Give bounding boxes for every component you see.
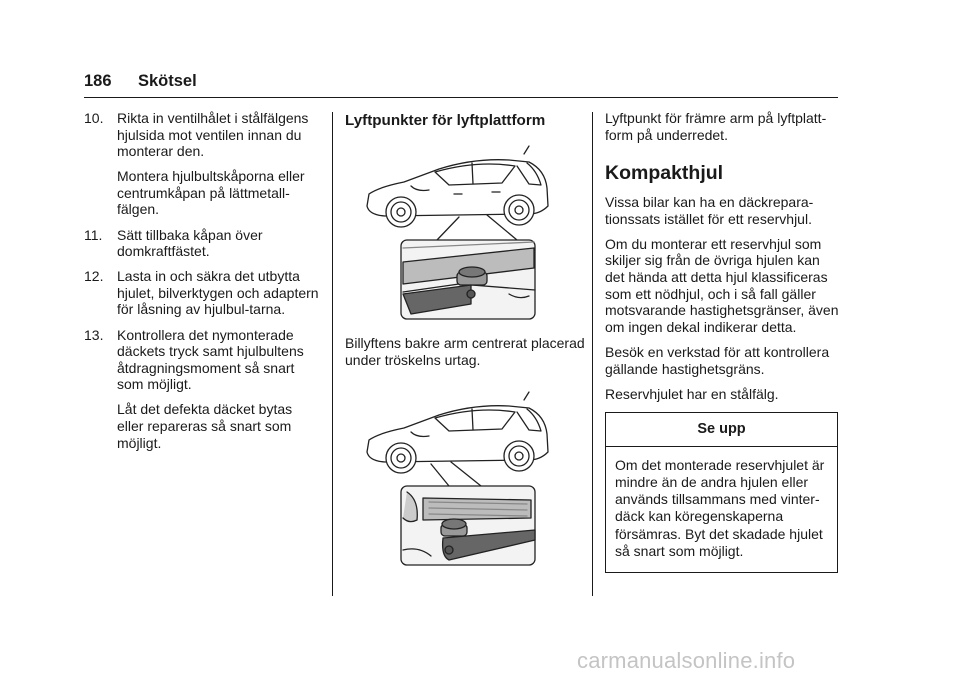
header-rule (84, 97, 838, 98)
column-divider-2 (592, 112, 593, 596)
page-number: 186 (84, 72, 112, 90)
step-13 (84, 327, 322, 452)
step-text: Sätt tillbaka kåpan över domkraftfästet. (117, 226, 263, 260)
column-3 (605, 110, 840, 573)
compact-wheel-title: Kompakthjul (605, 162, 724, 185)
step-number: 12. (84, 268, 104, 285)
rear-lift-point-illustration (359, 144, 559, 324)
step-text: Kontrollera det nymonterade däckets tryck samt hjulbultens åtdragningsmoment så snart som möjligt. (117, 326, 304, 393)
step-10 (84, 110, 322, 218)
lift-points-heading: Lyftpunkter för lyftplattform (345, 112, 546, 129)
caution-box (605, 412, 838, 573)
step-text: Låt det defekta däcket bytas eller repareras så snart som möjligt. (117, 401, 293, 451)
paragraph: Besök en verkstad för att kontrollera gällande hastighetsgräns. (605, 343, 830, 377)
caution-title: Se upp (606, 413, 837, 447)
step-text: Lasta in och säkra det utbytta hjulet, bilverktygen och adaptern för låsning av hjulbul-tarna. (117, 268, 319, 318)
step-number: 11. (84, 226, 103, 243)
paragraph: Reservhjulet har en stålfälg. (605, 385, 779, 402)
column-1 (84, 110, 322, 460)
step-12 (84, 268, 322, 318)
page-header (84, 72, 197, 94)
rear-lift-caption: Billyftens bakre arm centrerat placerad under tröskelns urtag. (345, 335, 585, 368)
front-lift-text: Lyftpunkt för främre arm på lyftplatt-form på underredet. (605, 110, 827, 143)
step-text: Rikta in ventilhålet i stålfälgens hjulsida mot ventilen innan du monterar den. (117, 110, 309, 160)
step-number: 13. (84, 326, 104, 343)
section-title: Skötsel (138, 72, 197, 90)
step-number: 10. (84, 110, 104, 126)
step-11 (84, 227, 322, 260)
front-lift-point-illustration (359, 390, 559, 570)
paragraph: Vissa bilar kan ha en däckrepara-tionssats istället för ett reservhjul. (605, 194, 814, 227)
column-divider-1 (332, 112, 333, 596)
paragraph: Om du monterar ett reservhjul som skiljer sig från de övriga hjulen kan det hända att detta hjul klassificeras som ett nödhjul, och i så fall gäller motsvarande hastighetsgränser, även om ingen dekal indikerar detta. (605, 235, 839, 335)
step-text: Montera hjulbultskåporna eller centrumkåpan på lättmetall-fälgen. (117, 168, 305, 218)
watermark: carmanualsonline.info (577, 648, 796, 673)
caution-text: Om det monterade reservhjulet är mindre än de andra hjulen eller används tillsammans med vinter-däck kan köregenskaperna försämras. Byt det skadade hjulet så snart som möjligt. (615, 456, 825, 559)
column-2 (345, 112, 585, 570)
